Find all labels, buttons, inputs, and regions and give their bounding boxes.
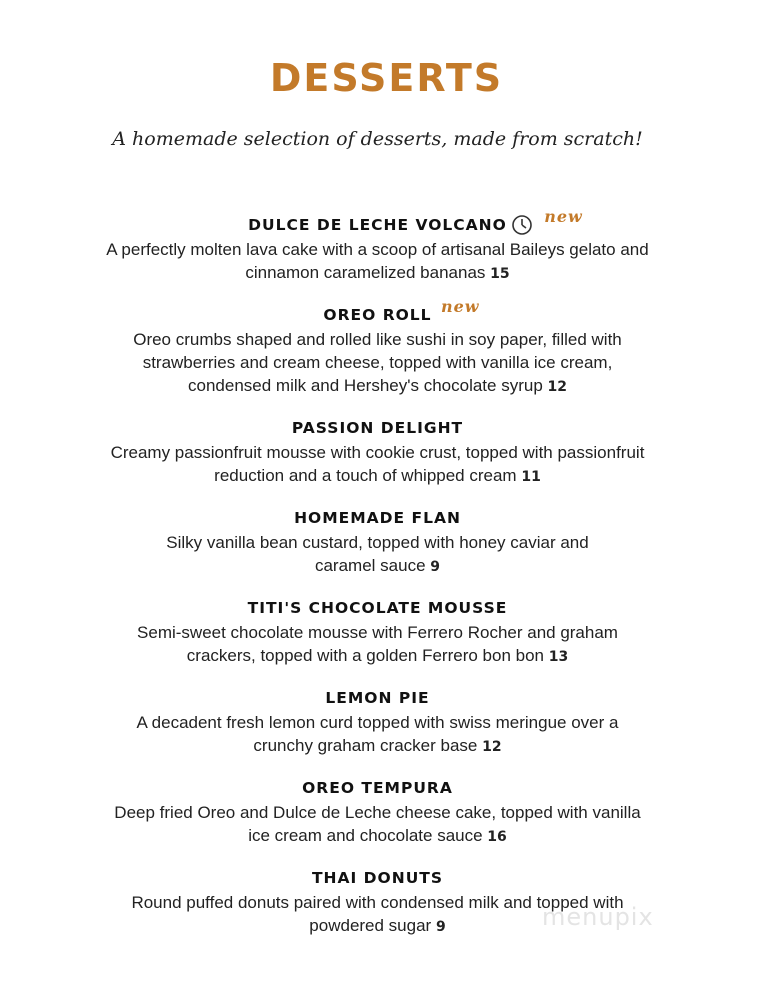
item-description: A perfectly molten lava cake with a scoop of artisanal Baileys gelato and cinnamon caramelized bananas 15 (106, 240, 649, 282)
item-name: PASSION DELIGHT (291, 419, 464, 437)
item-description: Silky vanilla bean custard, topped with honey caviar and caramel sauce 9 (166, 533, 589, 575)
item-price: 12 (547, 379, 567, 395)
item-price: 12 (482, 739, 502, 755)
page-subtitle: A homemade selection of desserts, made from scratch! (112, 128, 643, 150)
menu-item-homemade-flan (40, 507, 715, 579)
item-name: OREO TEMPURA (302, 779, 453, 797)
item-name: TITI'S CHOCOLATE MOUSSE (247, 599, 508, 617)
item-description: A decadent fresh lemon curd topped with swiss meringue over a crunchy graham cracker base 12 (136, 713, 619, 755)
item-description: Oreo crumbs shaped and rolled like sushi in soy paper, filled with strawberries and cream cheese, topped with vanilla ice cream, condensed milk and Hershey's chocolate syrup 12 (133, 330, 622, 395)
watermark: menupix (542, 903, 654, 931)
item-price: 11 (521, 469, 541, 485)
page-title: DESSERTS (269, 56, 504, 100)
new-badge: new (440, 297, 480, 316)
clock-icon (511, 214, 533, 236)
item-name: OREO ROLL (323, 306, 432, 324)
item-name: LEMON PIE (325, 689, 430, 707)
item-name: HOMEMADE FLAN (294, 509, 461, 527)
menu-item-oreo-roll (40, 297, 715, 399)
menu-item-dulce-de-leche-volcano (40, 207, 715, 286)
item-price: 9 (430, 559, 441, 575)
item-name: THAI DONUTS (311, 869, 444, 887)
item-description: Creamy passionfruit mousse with cookie crust, topped with passionfruit reduction and a touch of whipped cream 11 (110, 443, 645, 485)
item-price: 16 (487, 829, 507, 845)
item-description: Semi-sweet chocolate mousse with Ferrero Rocher and graham crackers, topped with a golden Ferrero bon bon 13 (137, 623, 618, 665)
menu-item-titis-chocolate-mousse (40, 597, 715, 669)
item-price: 9 (435, 919, 446, 935)
menu-item-passion-delight (40, 417, 715, 489)
item-name: DULCE DE LECHE VOLCANO (248, 216, 507, 234)
menu-item-lemon-pie (40, 687, 715, 759)
menu-item-oreo-tempura (40, 777, 715, 849)
new-badge: new (544, 207, 583, 226)
item-description: Round puffed donuts paired with condensed milk and topped with powdered sugar 9 (131, 893, 624, 935)
item-name-wrap (323, 297, 480, 326)
item-price: 13 (548, 649, 569, 665)
item-description: Deep fried Oreo and Dulce de Leche cheese cake, topped with vanilla ice cream and chocolate sauce 16 (114, 803, 641, 845)
item-price: 15 (490, 266, 510, 282)
item-name-wrap (248, 207, 583, 236)
